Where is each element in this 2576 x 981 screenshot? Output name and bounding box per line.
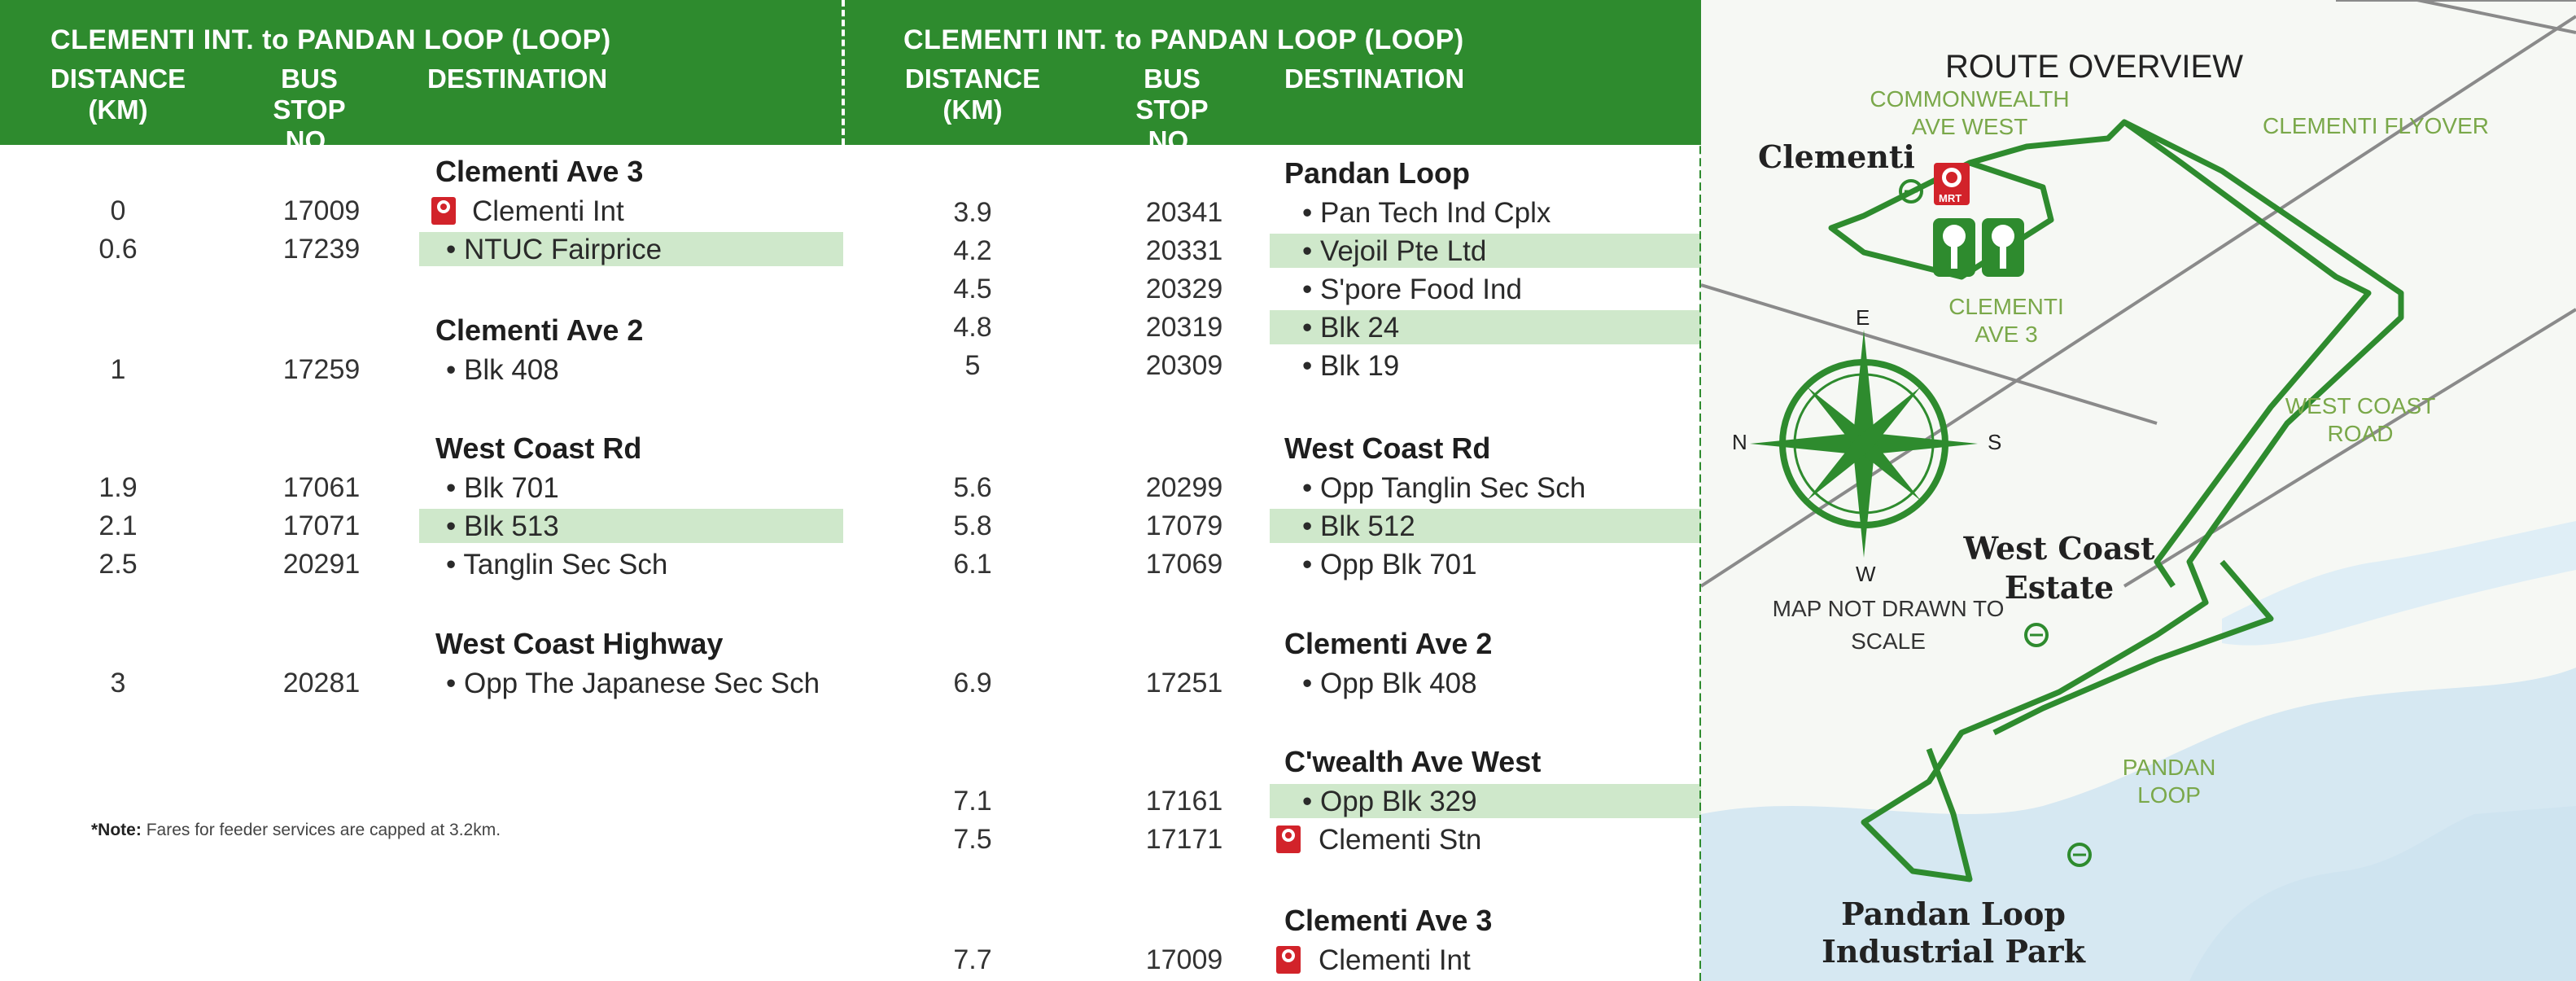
water-channel: [2222, 521, 2576, 646]
place-clementi: Clementi: [1758, 138, 1915, 175]
stop-row: [0, 666, 846, 703]
label-pandan-loop: PANDAN LOOP: [2122, 755, 2216, 808]
schedule-panel-1: [0, 0, 846, 981]
destination-name: • S'pore Food Ind: [1302, 274, 1522, 305]
fare-note: [91, 821, 501, 840]
destination-name: • Blk 24: [1302, 312, 1400, 344]
stop-row: [0, 471, 846, 508]
route-title: CLEMENTI INT. to PANDAN LOOP (LOOP): [903, 24, 1464, 55]
destination-name: • Blk 512: [1302, 510, 1415, 542]
section-title: C'wealth Ave West: [1284, 745, 1542, 778]
stop-row: [846, 943, 1701, 980]
section-title: Clementi Ave 3: [1284, 904, 1493, 937]
distance-value: 7.7: [953, 944, 992, 975]
road-line: [1701, 285, 2157, 423]
label-west-coast-road: WEST COAST ROAD: [2285, 393, 2436, 446]
distance-value: 5: [964, 350, 981, 381]
col-busstop-header: BUS STOP NO.: [1135, 64, 1209, 155]
place-pandan-park: Pandan Loop Industrial Park: [1822, 896, 2085, 970]
mrt-icon: [1276, 946, 1301, 974]
distance-value: 0: [110, 195, 126, 226]
destination-name: • Opp Tanglin Sec Sch: [1302, 472, 1586, 504]
distance-value: 5.6: [953, 472, 992, 503]
label-commonwealth: COMMONWEALTH AVE WEST: [1870, 86, 2070, 139]
bus-stop-number: 17061: [282, 472, 361, 503]
destination-name: • Pan Tech Ind Cplx: [1302, 197, 1551, 229]
destination-name: • Blk 513: [446, 510, 559, 542]
destination-name: • Opp The Japanese Sec Sch: [446, 668, 820, 699]
bus-stop-number: 17009: [1145, 944, 1223, 975]
bus-stop-number: 17251: [1145, 668, 1223, 699]
distance-value: 4.8: [953, 312, 992, 343]
bus-stop-number: 20309: [1145, 350, 1223, 381]
bus-stop-number: 20331: [1145, 235, 1223, 266]
compass-icon: [1750, 330, 1978, 558]
mrt-icon: [431, 197, 456, 225]
bus-stop-number: 17239: [282, 234, 361, 265]
map-title: ROUTE OVERVIEW: [1945, 49, 2243, 85]
destination-name: • Blk 701: [446, 472, 559, 504]
place-west-coast-estate: West Coast Estate: [1963, 530, 2155, 606]
destination-name: • Opp Blk 701: [1302, 549, 1477, 580]
bus-stop-number: 17161: [1145, 786, 1223, 817]
mrt-icon: [1276, 826, 1301, 853]
distance-value: 5.8: [953, 510, 992, 541]
distance-value: 6.9: [953, 668, 992, 699]
section-title: Clementi Ave 3: [435, 155, 644, 188]
stop-row: [0, 194, 846, 231]
road-line: [2336, 0, 2576, 33]
road-line: [1701, 16, 2576, 586]
bus-stop-number: 20291: [282, 549, 361, 580]
distance-value: 3.9: [953, 197, 992, 228]
distance-value: 7.5: [953, 824, 992, 855]
label-clementi-ave3: CLEMENTI AVE 3: [1948, 294, 2064, 347]
bus-stop-number: 20329: [1145, 274, 1223, 304]
note-label: *Note:: [91, 821, 142, 839]
distance-value: 4.5: [953, 274, 992, 304]
bus-stop-number: 17171: [1145, 824, 1223, 855]
schedule-header: [0, 0, 846, 155]
bus-stop-number: 20281: [282, 668, 361, 699]
distance-value: 2.5: [98, 549, 138, 580]
section-title: Clementi Ave 2: [1284, 627, 1493, 660]
destination-name: Clementi Stn: [1319, 824, 1482, 856]
fold-divider: [842, 0, 845, 145]
destination-name: • Vejoil Pte Ltd: [1302, 235, 1487, 267]
destination-name: • Opp Blk 329: [1302, 786, 1477, 817]
compass-n-label: N: [1732, 430, 1747, 454]
col-destination-header: DESTINATION: [1284, 64, 1465, 94]
stop-row: [846, 348, 1701, 386]
distance-value: 7.1: [953, 786, 992, 817]
col-distance-header: DISTANCE (KM): [904, 64, 1041, 125]
bus-stop-number: 20341: [1145, 197, 1223, 228]
stop-row: [0, 353, 846, 390]
destination-name: Clementi Int: [1319, 944, 1471, 976]
destination-name: • Opp Blk 408: [1302, 668, 1477, 699]
section-title: West Coast Rd: [435, 431, 642, 465]
stop-row: [846, 784, 1701, 821]
distance-value: 0.6: [98, 234, 138, 265]
bus-stop-number: 17259: [282, 354, 361, 385]
bus-stop-number: 17009: [282, 195, 361, 226]
bus-stop-icon: [2026, 624, 2047, 646]
bus-stop-number: 20299: [1145, 472, 1223, 503]
bus-interchange-icon: [1933, 218, 1975, 277]
distance-value: 1: [110, 354, 126, 385]
bus-interchange-icon: [1982, 218, 2024, 277]
stop-row: [846, 509, 1701, 546]
section-title: West Coast Highway: [435, 627, 724, 660]
stop-row: [846, 310, 1701, 348]
destination-name: • Tanglin Sec Sch: [446, 549, 668, 580]
stop-row: [846, 547, 1701, 585]
distance-value: 4.2: [953, 235, 992, 266]
bus-stop-number: 17069: [1145, 549, 1223, 580]
section-title: Clementi Ave 2: [435, 313, 644, 347]
compass-s-label: S: [1988, 430, 2002, 454]
section-title: Pandan Loop: [1284, 156, 1470, 190]
section-title: West Coast Rd: [1284, 431, 1491, 465]
stop-row: [846, 471, 1701, 508]
stop-row: [846, 822, 1701, 860]
bus-stop-number: 17071: [282, 510, 361, 541]
schedule-header: [846, 0, 1701, 155]
label-flyover: CLEMENTI FLYOVER: [2263, 113, 2489, 138]
distance-value: 3: [110, 668, 126, 699]
col-distance-header: DISTANCE (KM): [50, 64, 186, 125]
stop-row: [0, 232, 846, 269]
route-title: CLEMENTI INT. to PANDAN LOOP (LOOP): [50, 24, 611, 55]
stop-row: [846, 666, 1701, 703]
destination-name: • Blk 19: [1302, 350, 1400, 382]
stop-row: [0, 547, 846, 585]
route-overview-map: [1701, 0, 2576, 981]
stop-row: [846, 272, 1701, 309]
distance-value: 6.1: [953, 549, 992, 580]
stop-row: [0, 509, 846, 546]
col-destination-header: DESTINATION: [427, 64, 608, 94]
bus-stop-number: 20319: [1145, 312, 1223, 343]
note-text: Fares for feeder services are capped at 3.2km.: [146, 821, 501, 839]
distance-value: 2.1: [98, 510, 138, 541]
compass-e-label: E: [1856, 305, 1870, 330]
compass-w-label: W: [1856, 562, 1876, 586]
mrt-badge-label: MRT: [1939, 192, 1962, 204]
distance-value: 1.9: [98, 472, 138, 503]
bus-stop-number: 17079: [1145, 510, 1223, 541]
destination-name: • NTUC Fairprice: [446, 234, 663, 265]
stop-row: [846, 234, 1701, 271]
schedule-panel-2: [846, 0, 1701, 981]
destination-name: Clementi Int: [472, 195, 624, 227]
destination-name: • Blk 408: [446, 354, 559, 386]
stop-row: [846, 195, 1701, 233]
col-busstop-header: BUS STOP NO.: [273, 64, 346, 155]
label-scale-note: MAP NOT DRAWN TO SCALE: [1772, 596, 2005, 654]
